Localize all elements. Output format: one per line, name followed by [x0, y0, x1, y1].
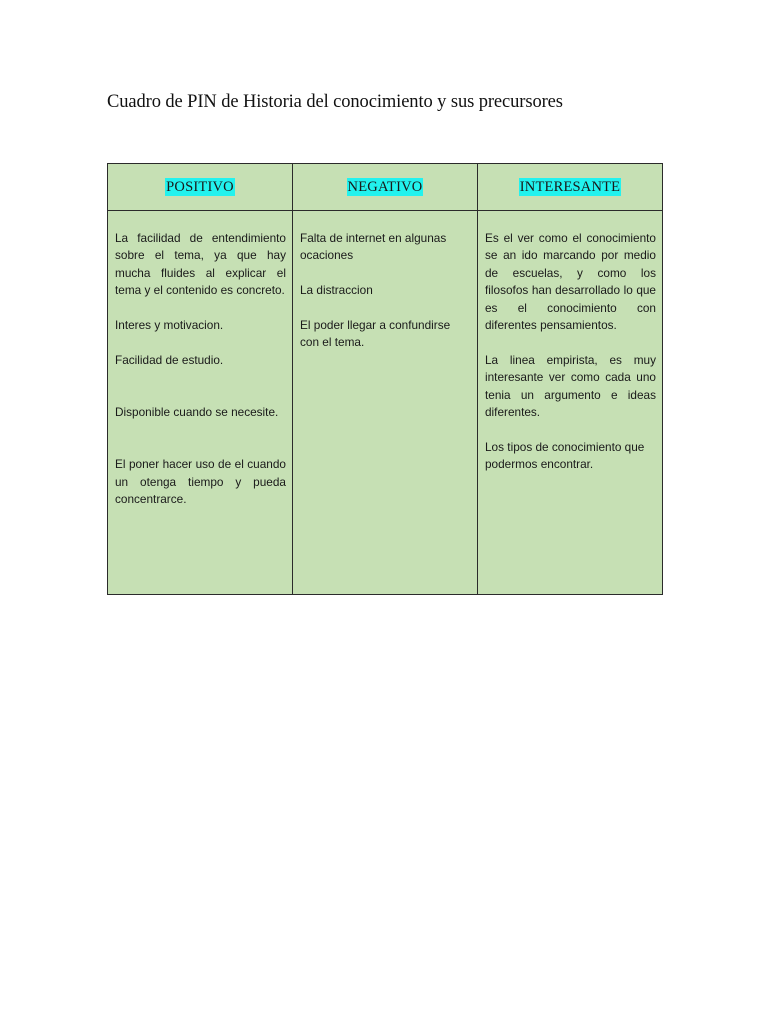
pin-table	[107, 163, 663, 595]
interesante-item: Los tipos de conocimiento que podermos encontrar.	[485, 439, 645, 472]
negativo-item: Falta de internet en algunas ocaciones	[300, 231, 447, 263]
header-row	[108, 164, 663, 211]
content-row	[108, 211, 663, 595]
interesante-item: La linea empirista, es muy interesante ver como cada uno tenia un argumento e ideas diferentes.	[485, 352, 656, 420]
positivo-item: Interes y motivacion.	[115, 318, 224, 333]
cell-negativo	[293, 211, 478, 595]
positivo-item: Facilidad de estudio.	[115, 352, 224, 367]
negativo-item: La distraccion	[300, 283, 373, 298]
positivo-item: El poner hacer uso de el cuando un otenga tiempo y pueda concentrarce.	[115, 457, 286, 507]
header-cell-interesante	[478, 164, 663, 211]
document-title: Cuadro de PIN de Historia del conocimiento y sus precursores	[107, 92, 563, 112]
interesante-item: Es el ver como el conocimiento se an ido marcando por medio de escuelas, y como los filosofos han desarrollado lo que es el conocimiento con diferentes pensamientos.	[485, 231, 656, 333]
header-label-positivo: POSITIVO	[166, 179, 234, 195]
negativo-item: El poder llegar a confundirse con el tema.	[300, 318, 451, 350]
header-label-negativo: NEGATIVO	[347, 179, 423, 195]
header-cell-positivo	[108, 164, 293, 211]
header-label-interesante: INTERESANTE	[519, 179, 621, 195]
cell-positivo	[108, 211, 293, 595]
positivo-item: La facilidad de entendimiento sobre el tema, ya que hay mucha fluides al explicar el tema y el contenido es concreto.	[115, 231, 286, 298]
positivo-item: Disponible cuando se necesite.	[115, 405, 279, 420]
header-cell-negativo	[293, 164, 478, 211]
cell-interesante	[478, 211, 663, 595]
